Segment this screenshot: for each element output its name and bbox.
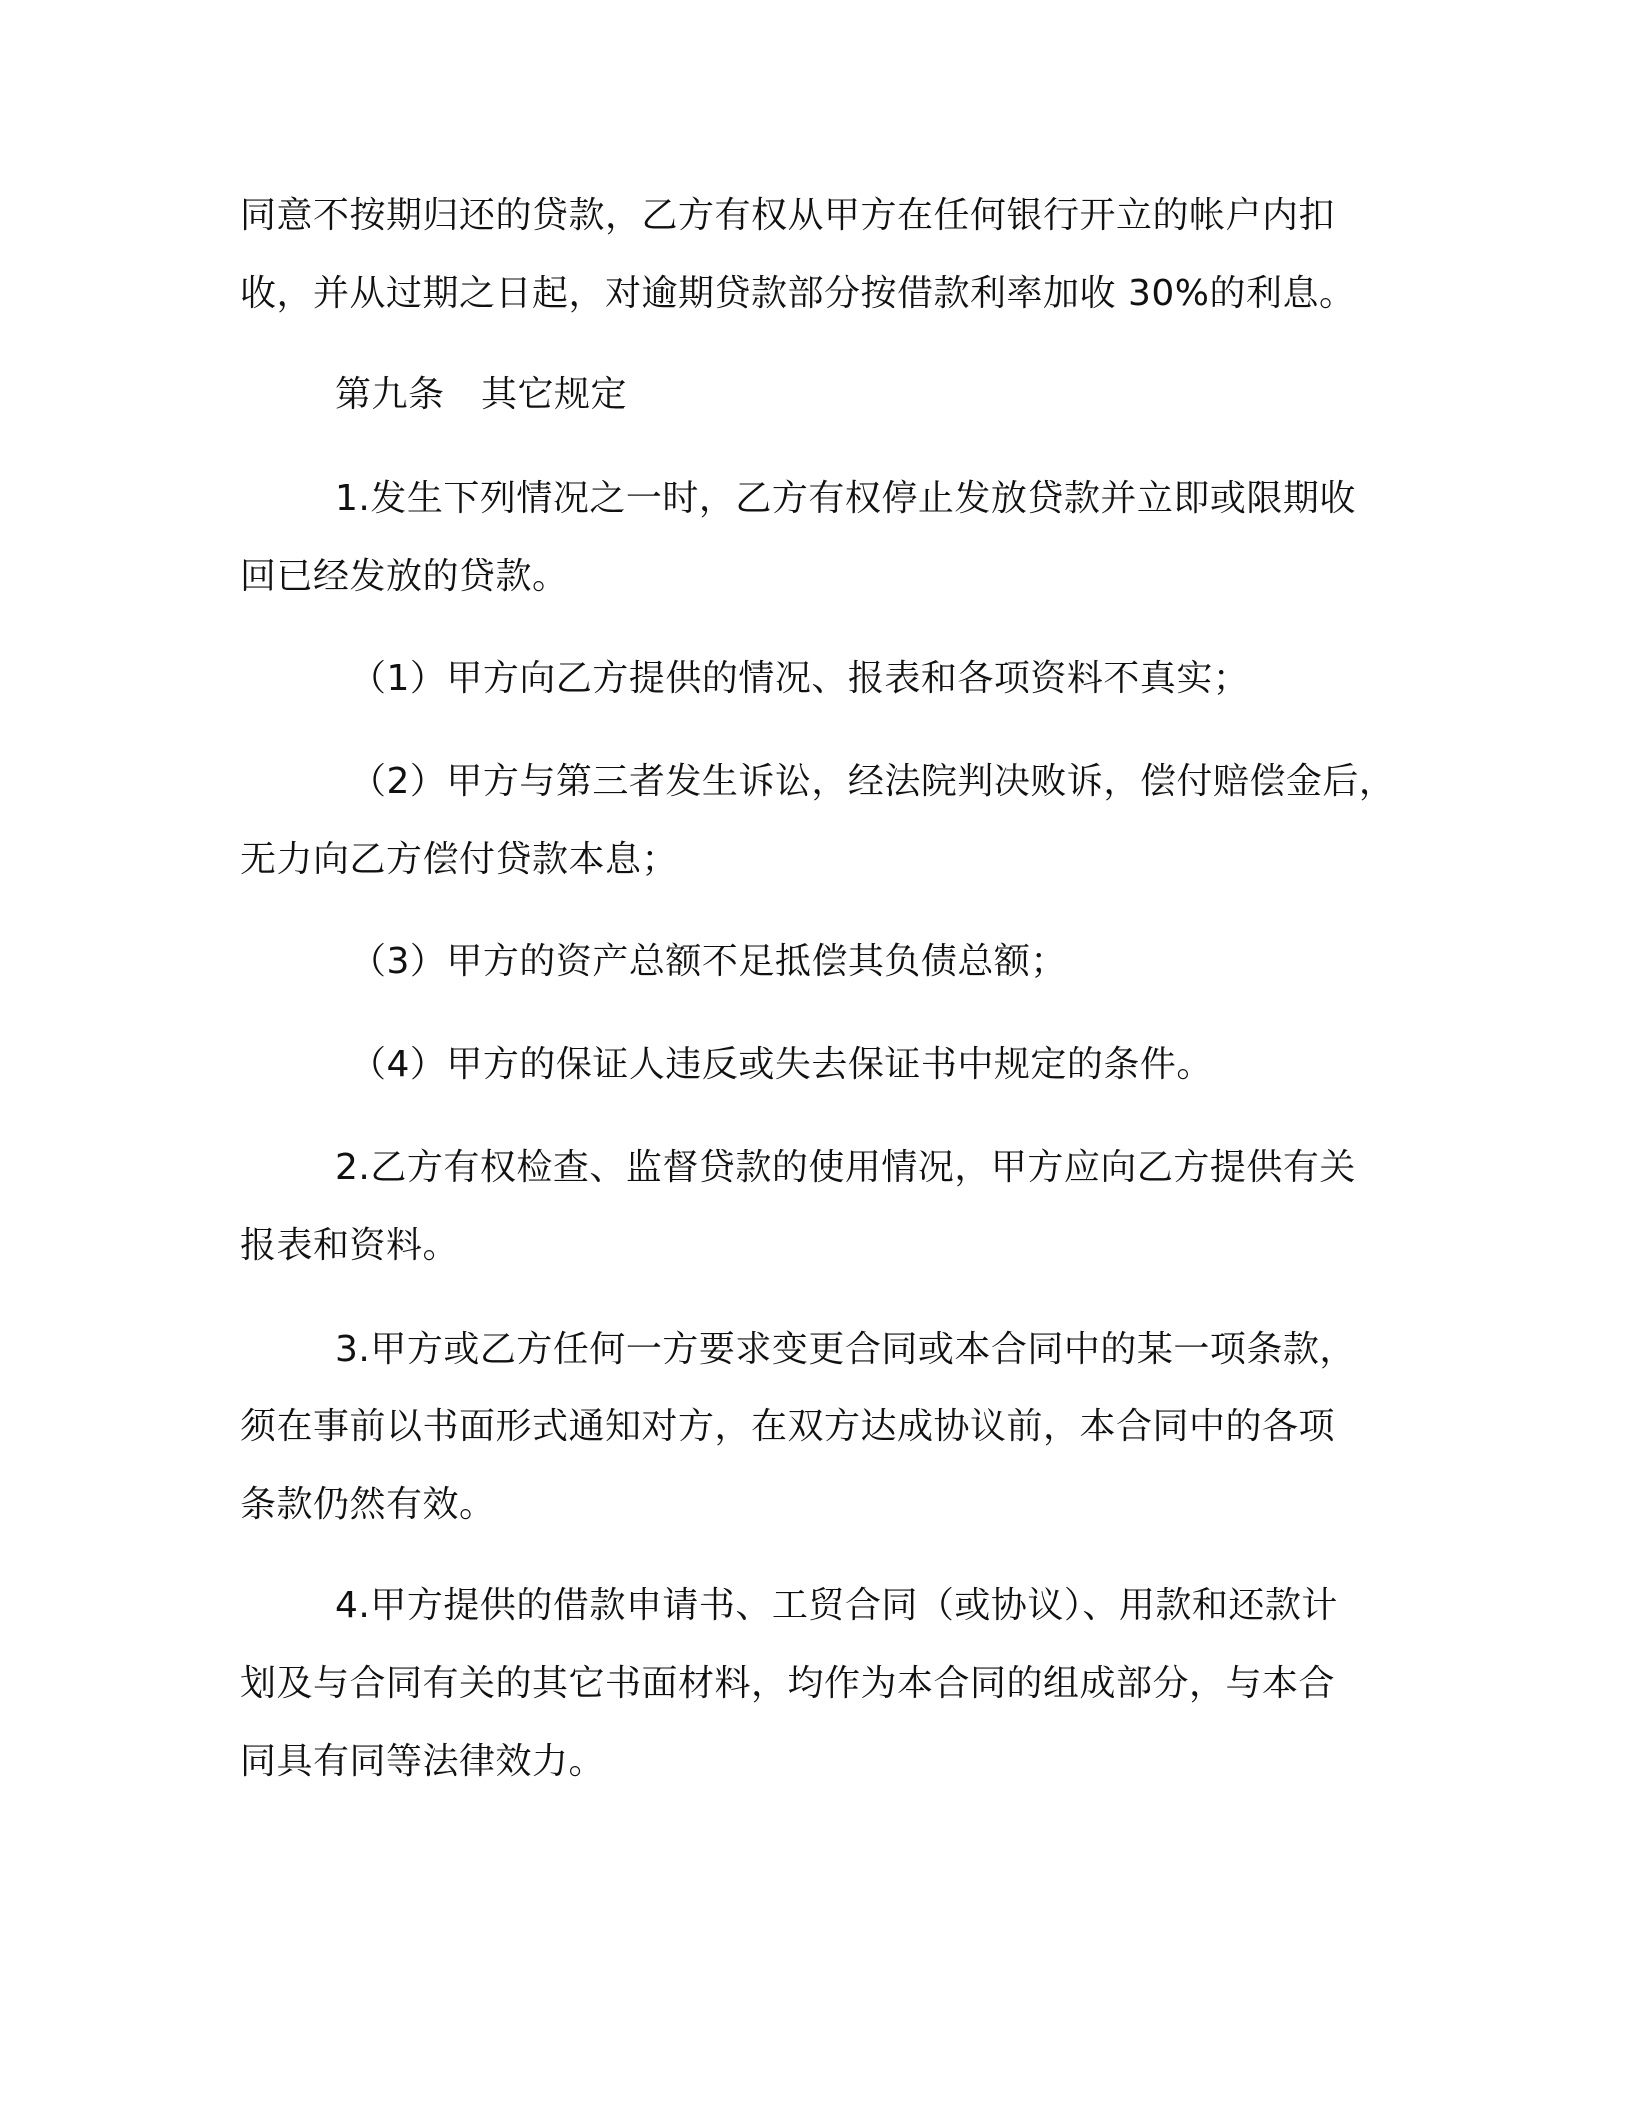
list-item: （3）甲方的资产总额不足抵偿其负债总额； bbox=[350, 941, 1067, 982]
article-heading: 第九条 其它规定 bbox=[335, 374, 628, 415]
text-line: 同具有同等法律效力。 bbox=[240, 1741, 606, 1782]
text-line: 3.甲方或乙方任何一方要求变更合同或本合同中的某一项条款， bbox=[335, 1329, 1356, 1370]
text-line: 4.甲方提供的借款申请书、工贸合同（或协议）、用款和还款计 bbox=[335, 1585, 1338, 1626]
list-item: （1）甲方向乙方提供的情况、报表和各项资料不真实； bbox=[350, 658, 1250, 699]
text-line: 1.发生下列情况之一时，乙方有权停止发放贷款并立即或限期收 bbox=[335, 478, 1356, 519]
list-item: （4）甲方的保证人违反或失去保证书中规定的条件。 bbox=[350, 1044, 1213, 1085]
text-line: 无力向乙方偿付贷款本息； bbox=[240, 839, 679, 880]
text-line: 条款仍然有效。 bbox=[240, 1484, 496, 1525]
text-line: 报表和资料。 bbox=[240, 1225, 460, 1266]
text-line: 须在事前以书面形式通知对方，在双方达成协议前，本合同中的各项 bbox=[240, 1406, 1336, 1447]
list-item: （2）甲方与第三者发生诉讼，经法院判决败诉，偿付赔偿金后， bbox=[350, 761, 1396, 802]
text-line: 划及与合同有关的其它书面材料，均作为本合同的组成部分，与本合 bbox=[240, 1663, 1336, 1704]
text-line: 同意不按期归还的贷款，乙方有权从甲方在任何银行开立的帐户内扣 bbox=[240, 195, 1336, 236]
text-line: 2.乙方有权检查、监督贷款的使用情况，甲方应向乙方提供有关 bbox=[335, 1147, 1356, 1188]
text-line: 回已经发放的贷款。 bbox=[240, 556, 569, 597]
text-line: 收，并从过期之日起，对逾期贷款部分按借款利率加收 30%的利息。 bbox=[240, 273, 1356, 314]
